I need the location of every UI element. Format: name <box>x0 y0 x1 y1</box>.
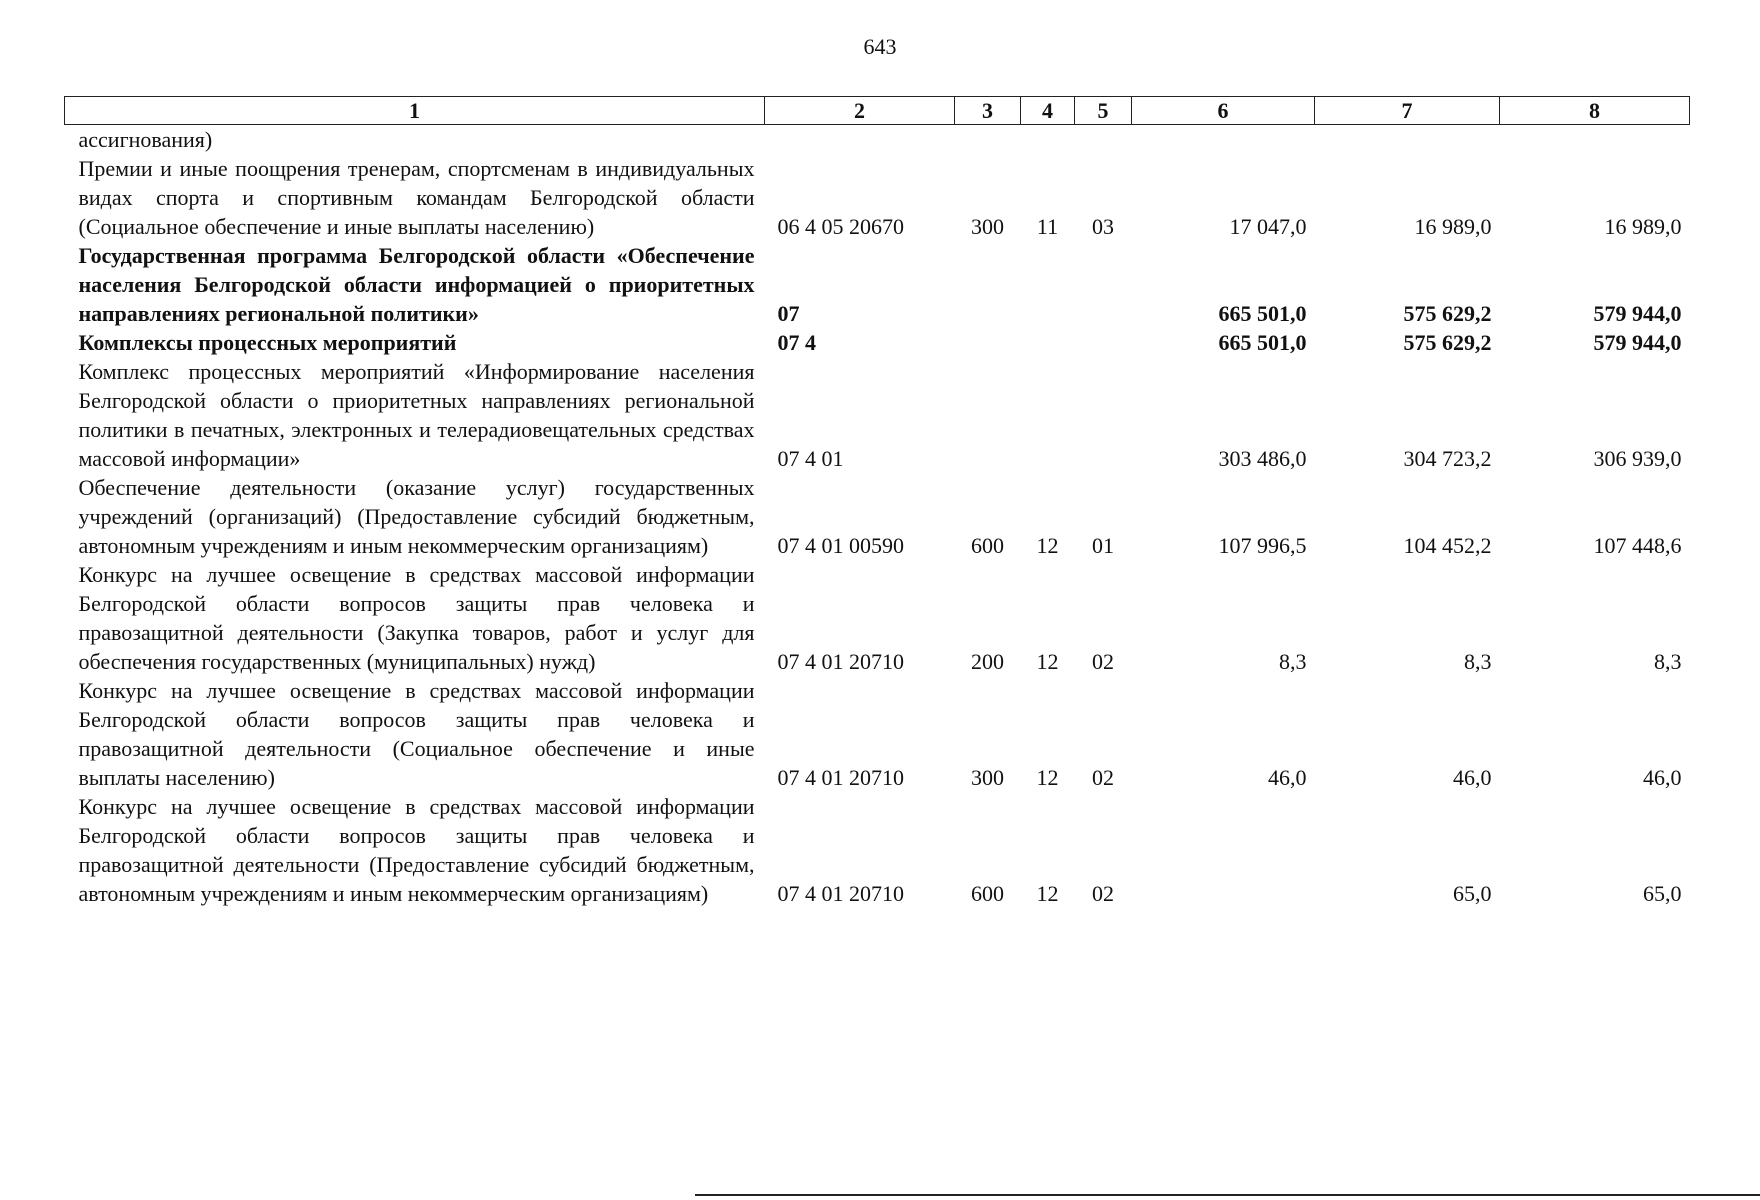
cell-amount-year-3: 306 939,0 <box>1593 446 1682 471</box>
cell-expense-type: 300 <box>971 765 1004 790</box>
cell-code: 07 4 01 <box>777 446 844 471</box>
cell-name: Комплекс процессных мероприятий «Информирование населения Белгородской области о приоритетных направлениях региональной политики в печатных, электронных и телерадиовещательных средствах массовой информации» <box>78 359 755 471</box>
cell-amount-year-1: 8,3 <box>1279 649 1307 674</box>
budget-table-container <box>64 96 1689 908</box>
cell-name: Обеспечение деятельности (оказание услуг) государственных учреждений (организаций) (Предоставление субсидий бюджетным, автономным учреждениям и иным некоммерческим организациям) <box>78 475 755 558</box>
cell-name: ассигнования) <box>78 127 213 152</box>
header-col-3: 3 <box>955 97 1021 125</box>
table-row <box>65 560 1690 676</box>
cell-amount-year-2: 304 723,2 <box>1403 446 1492 471</box>
cell-amount-year-3: 16 989,0 <box>1604 214 1682 239</box>
cell-amount-year-1: 665 501,0 <box>1218 301 1307 326</box>
budget-table <box>64 96 1690 908</box>
cell-section: 12 <box>1036 765 1059 790</box>
table-row <box>65 241 1690 328</box>
cell-code: 07 4 01 20710 <box>777 881 904 906</box>
cell-code: 06 4 05 20670 <box>777 214 904 239</box>
cell-subsection: 02 <box>1092 649 1114 674</box>
cell-code: 07 4 <box>777 330 816 355</box>
cell-subsection: 03 <box>1092 214 1114 239</box>
header-col-2: 2 <box>765 97 955 125</box>
table-row <box>65 357 1690 473</box>
cell-amount-year-2: 8,3 <box>1464 649 1492 674</box>
cell-subsection <box>1075 357 1132 473</box>
table-row <box>65 154 1690 241</box>
cell-expense-type <box>955 357 1021 473</box>
header-col-4: 4 <box>1021 97 1075 125</box>
cell-subsection <box>1075 328 1132 357</box>
cell-name: Конкурс на лучшее освещение в средствах массовой информации Белгородской области вопросов защиты прав человека и правозащитной деятельности (Социальное обеспечение и иные выплаты населению) <box>78 678 755 790</box>
cell-amount-year-3: 579 944,0 <box>1593 301 1682 326</box>
cell-expense-type: 200 <box>971 649 1004 674</box>
cell-subsection: 02 <box>1092 765 1114 790</box>
cell-code <box>765 125 955 155</box>
cell-amount-year-3: 107 448,6 <box>1593 533 1682 558</box>
cell-expense-type <box>955 125 1021 155</box>
cell-amount-year-2: 575 629,2 <box>1403 301 1492 326</box>
cell-expense-type: 600 <box>971 881 1004 906</box>
header-col-7: 7 <box>1315 97 1500 125</box>
cell-section <box>1021 125 1075 155</box>
cell-section: 12 <box>1036 649 1059 674</box>
cell-amount-year-1: 303 486,0 <box>1218 446 1307 471</box>
cell-amount-year-2: 65,0 <box>1453 881 1492 906</box>
cell-amount-year-1: 107 996,5 <box>1218 533 1307 558</box>
cell-code: 07 4 01 20710 <box>777 649 904 674</box>
cell-section <box>1021 328 1075 357</box>
header-col-6: 6 <box>1132 97 1315 125</box>
cell-amount-year-3: 65,0 <box>1643 881 1682 906</box>
table-header <box>65 97 1690 125</box>
cell-name: Премии и иные поощрения тренерам, спортсменам в индивидуальных видах спорта и спортивным командам Белгородской области (Социальное обеспечение и иные выплаты населению) <box>78 156 755 239</box>
bottom-rule <box>695 1194 1760 1196</box>
cell-name: Комплексы процессных мероприятий <box>78 330 457 355</box>
table-row <box>65 328 1690 357</box>
cell-section <box>1021 241 1075 328</box>
cell-section: 12 <box>1036 881 1059 906</box>
cell-amount-year-1 <box>1132 792 1315 908</box>
cell-section <box>1021 357 1075 473</box>
cell-amount-year-2: 16 989,0 <box>1414 214 1492 239</box>
cell-amount-year-2: 104 452,2 <box>1403 533 1492 558</box>
cell-name: Конкурс на лучшее освещение в средствах массовой информации Белгородской области вопросов защиты прав человека и правозащитной деятельности (Предоставление субсидий бюджетным, автономным учреждениям и иным некоммерческим организациям) <box>78 794 755 906</box>
cell-amount-year-3 <box>1500 125 1690 155</box>
cell-expense-type: 600 <box>971 533 1004 558</box>
cell-subsection: 02 <box>1092 881 1114 906</box>
cell-subsection <box>1075 125 1132 155</box>
cell-amount-year-1: 17 047,0 <box>1229 214 1307 239</box>
cell-expense-type <box>955 241 1021 328</box>
page-number: 643 <box>863 34 897 59</box>
cell-amount-year-1: 665 501,0 <box>1218 330 1307 355</box>
cell-amount-year-3: 579 944,0 <box>1593 330 1682 355</box>
table-row <box>65 676 1690 792</box>
cell-expense-type <box>955 328 1021 357</box>
cell-amount-year-3: 8,3 <box>1654 649 1682 674</box>
table-row <box>65 792 1690 908</box>
header-col-8: 8 <box>1500 97 1690 125</box>
cell-code: 07 <box>777 301 800 326</box>
cell-code: 07 4 01 20710 <box>777 765 904 790</box>
cell-code: 07 4 01 00590 <box>777 533 904 558</box>
cell-amount-year-2: 46,0 <box>1453 765 1492 790</box>
header-row <box>65 97 1690 125</box>
cell-name: Государственная программа Белгородской области «Обеспечение населения Белгородской области информацией о приоритетных направлениях региональной политики» <box>78 243 755 326</box>
cell-section: 12 <box>1036 533 1059 558</box>
header-col-1: 1 <box>65 97 765 125</box>
cell-amount-year-1 <box>1132 125 1315 155</box>
table-body <box>65 125 1690 909</box>
cell-name: Конкурс на лучшее освещение в средствах массовой информации Белгородской области вопросов защиты прав человека и правозащитной деятельности (Закупка товаров, работ и услуг для обеспечения государственных (муниципальных) нужд) <box>78 562 755 674</box>
cell-amount-year-2: 575 629,2 <box>1403 330 1492 355</box>
cell-section: 11 <box>1036 214 1059 239</box>
cell-expense-type: 300 <box>971 214 1004 239</box>
cell-amount-year-2 <box>1315 125 1500 155</box>
cell-amount-year-1: 46,0 <box>1268 765 1307 790</box>
header-col-5: 5 <box>1075 97 1132 125</box>
table-row <box>65 125 1690 155</box>
cell-amount-year-3: 46,0 <box>1643 765 1682 790</box>
table-row <box>65 473 1690 560</box>
cell-subsection <box>1075 241 1132 328</box>
cell-subsection: 01 <box>1092 533 1114 558</box>
